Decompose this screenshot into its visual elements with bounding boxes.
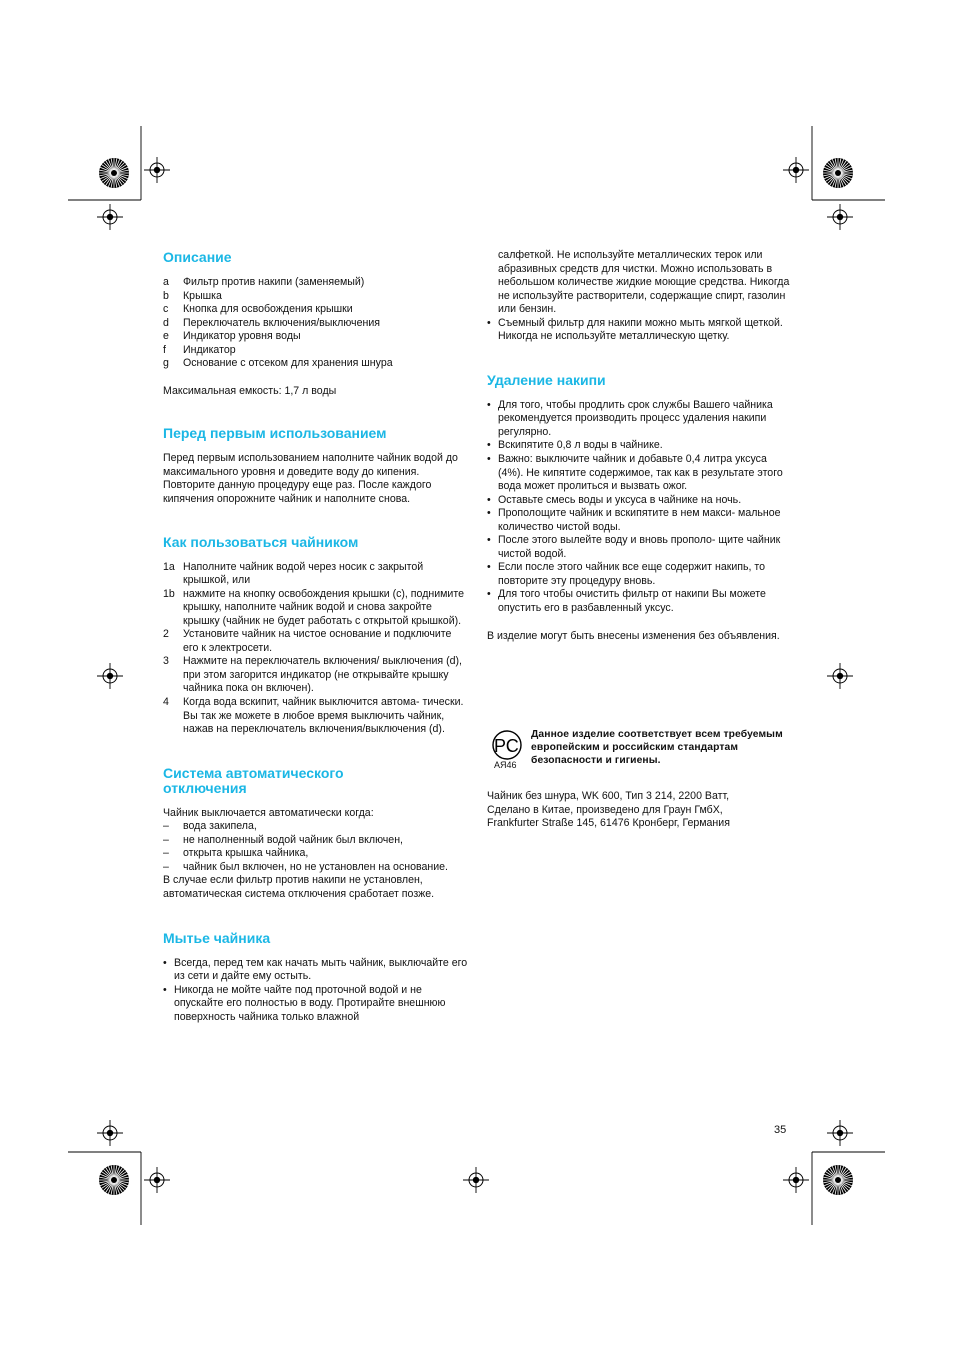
certification-code: АЯ46 xyxy=(494,760,517,770)
section-title-descaling: Удаление накипи xyxy=(487,371,606,388)
auto-off-intro: Чайник выключается автоматически когда: xyxy=(163,806,374,819)
list-item: • Съемный фильтр для накипи можно мыть мягкой щеткой. Никогда не используйте металлическую щетку. xyxy=(487,316,783,343)
list-item: • Оставьте смесь воды и уксуса в чайнике на ночь. xyxy=(487,493,742,506)
capacity-text: Максимальная емкость: 1,7 л воды xyxy=(163,384,337,397)
left-column xyxy=(163,250,468,1024)
section-title-auto-off: Система автоматического отключения xyxy=(163,764,344,796)
list-item: e Индикатор уровня воды xyxy=(163,330,301,343)
parts-list xyxy=(163,276,468,371)
list-item: 4 Когда вода вскипит, чайник выключится автома- тически. Вы так же можете в любое время выключить чайник, нажав на переключатель включения/выключения (d). xyxy=(163,696,464,736)
section-title-description: Описание xyxy=(163,249,232,265)
first-use-text: Перед первым использованием наполните чайник водой до максимального уровня и доведите воду до кипения. Повторите данную процедуру еще раз. После каждого кипячения опорожните чайник и наполните снова. xyxy=(163,452,458,506)
list-item: • Для того чтобы очистить фильтр от накипи Вы можете опустить его в разбавленный уксус. xyxy=(487,588,766,615)
usage-steps xyxy=(163,561,468,737)
list-item: 3 Нажмите на переключатель включения/ выключения (d), при этом загорится индикатор (не открывайте крышку чайника пока он включен). xyxy=(163,655,462,695)
svg-text:РС: РС xyxy=(494,736,519,756)
list-item: • Важно: выключите чайник и добавьте 0,4 литра уксуса (4%). Не кипятите содержимое, так как в результате этого вода может пролиться и вызвать ожог. xyxy=(487,453,783,493)
list-item: f Индикатор xyxy=(163,343,236,356)
auto-off-note: В случае если фильтр против накипи не установлен, автоматическая система отключения сработает позже. xyxy=(163,874,435,900)
list-item: 1b нажмите на кнопку освобождения крышки (c), поднимите крышку, наполните чайник водой и снова закройте крышку (чайник не будет работать с открытой крышкой). xyxy=(163,587,464,627)
certification-text: Данное изделие соответствует всем требуемым европейским и российским стандартам безопасности и гигиены. xyxy=(531,729,783,766)
section-title-usage: Как пользоваться чайником xyxy=(163,533,359,550)
list-item: d Переключатель включения/выключения xyxy=(163,316,380,329)
list-item: – чайник был включен, но не установлен на основание. xyxy=(163,860,448,873)
list-item: • Для того, чтобы продлить срок службы Вашего чайника рекомендуется производить процесс удаления накипи регулярно. xyxy=(487,398,773,438)
gost-certification-logo xyxy=(487,727,527,773)
list-item: • Вскипятите 0,8 л воды в чайнике. xyxy=(487,439,663,452)
list-item: b Крышка xyxy=(163,289,222,302)
list-item: 1a Наполните чайник водой через носик с закрытой крышкой, или xyxy=(163,560,424,587)
product-info: Чайник без шнура, WK 600, Тип 3 214, 2200 Ватт, Сделано в Китае, произведено для Граун ГмбХ, Frankfurter Straße 145, 61476 Кронберг, Германия xyxy=(487,790,730,830)
list-item: – открыта крышка чайника, xyxy=(163,847,309,860)
right-column xyxy=(487,249,792,643)
auto-off-conditions xyxy=(163,820,468,874)
descaling-list xyxy=(487,399,792,616)
list-item: a Фильтр против накипи (заменяемый) xyxy=(163,276,365,288)
changes-note: В изделие могут быть внесены изменения без объявления. xyxy=(487,629,780,642)
list-item: • Прополощите чайник и вскипятите в нем макси- мальное количество чистой воды. xyxy=(487,507,781,533)
certification-block xyxy=(487,727,792,773)
cleaning-continuation: салфеткой. Не используйте металлических терок или абразивных средств для чистки. Можно использовать в небольшом количестве жидкие моющие средства. Никогда не используйте растворители, содержащие спирт, газолин или бензин. xyxy=(498,249,790,316)
list-item: • Если после этого чайник все еще содержит накипь, то повторите эту процедуру вновь. xyxy=(487,561,766,587)
section-title-first-use: Перед первым использованием xyxy=(163,425,387,442)
list-item: g Основание с отсеком для хранения шнура xyxy=(163,357,393,370)
section-title-cleaning: Мытье чайника xyxy=(163,929,271,946)
list-item: – вода закипела, xyxy=(163,820,257,833)
list-item: • Никогда не мойте чайте под проточной водой и не опускайте его полностью в воду. Протирайте внешнюю поверхность чайника только влажной xyxy=(163,983,446,1023)
list-item: – не наполненный водой чайник был включен, xyxy=(163,833,403,846)
list-item: c Кнопка для освобождения крышки xyxy=(163,303,353,316)
list-item: 2 Установите чайник на чистое основание и подключите его к электросети. xyxy=(163,628,452,654)
page-number: 35 xyxy=(774,1124,787,1136)
list-item: • После этого вылейте воду и вновь прополо- щите чайник чистой водой. xyxy=(487,534,781,560)
list-item: • Всегда, перед тем как начать мыть чайник, выключайте его из сети и дайте ему остыть. xyxy=(163,956,468,983)
